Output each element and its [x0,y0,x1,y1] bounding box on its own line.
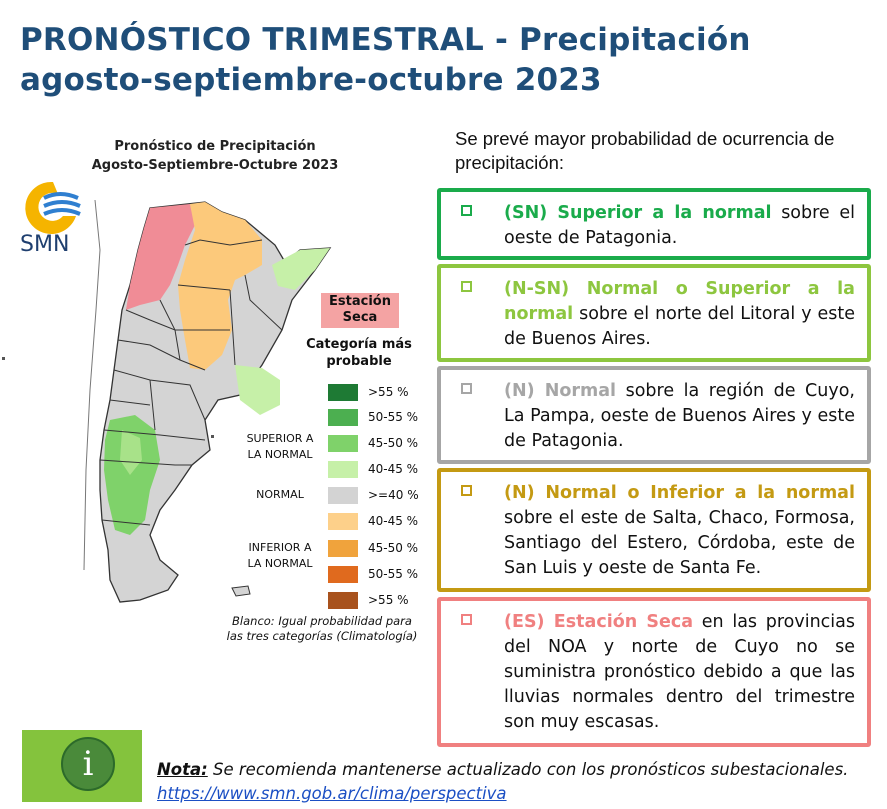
forecast-item-n [437,366,871,464]
map-title-line-2: Agosto-Septiembre-Octubre 2023 [91,158,339,173]
title-line-2: agosto-septiembre-octubre 2023 [20,62,602,98]
checkbox-icon [461,485,472,496]
legend-group-inferior-line-2: LA NORMAL [247,557,313,570]
forecast-item-text: sobre el este de Salta, Chaco, Formosa, Santiago del Estero, Córdoba, este de San Luis y oeste de Santa Fe. [504,508,855,578]
legend-title [298,336,420,370]
map-title [60,137,370,175]
climatology-note-line-2: las tres categorías (Climatología) [226,629,418,643]
legend-group-superior [240,431,320,463]
legend-group-superior-line-2: LA NORMAL [247,448,313,461]
map-title-line-1: Pronóstico de Precipitación [114,139,316,154]
legend-swatch [328,409,358,426]
legend-swatch [328,540,358,557]
checkbox-icon [461,383,472,394]
note-label: Nota: [157,760,208,779]
page-title [20,20,880,100]
perspectiva-link[interactable]: https://www.smn.gob.ar/clima/perspectiva [157,784,507,803]
legend-label: 40-45 % [368,514,419,528]
forecast-item-text: sobre el norte del Litoral y este de Buenos Aires. [504,304,855,349]
margin-mark [211,435,214,438]
forecast-item-sn [437,188,871,260]
margin-mark [2,357,5,360]
legend-label: 50-55 % [368,567,419,581]
legend-swatch [328,487,358,504]
legend-swatch [328,384,358,401]
forecast-item-n-in [437,468,871,592]
note-text [157,758,848,806]
forecast-item-label: (N) Normal [504,381,617,401]
legend-label: 45-50 % [368,541,419,555]
legend-swatch [328,461,358,478]
legend-label: 50-55 % [368,410,419,424]
legend-label: 40-45 % [368,462,419,476]
legend-label: >=40 % [368,488,419,502]
info-icon: i [61,737,115,791]
smn-logo-text: SMN [20,232,70,257]
forecast-item-text: sobre la región de Cuyo, La Pampa, oeste de Buenos Aires y este de Patagonia. [504,381,855,451]
climatology-note-line-1: Blanco: Igual probabilidad para [232,614,412,628]
climatology-note [212,614,432,644]
forecast-item-label: (SN) Superior a la normal [504,203,772,223]
forecast-item-n-sn [437,264,871,362]
legend-label: >55 % [368,385,409,399]
legend-label: >55 % [368,593,409,607]
legend-swatch [328,435,358,452]
forecast-item-text: sobre el oeste de Patagonia. [504,203,855,248]
forecast-item-es [437,597,871,747]
map-east-ba-region [235,365,280,415]
legend-swatch [328,566,358,583]
dry-season-badge [321,293,399,328]
checkbox-icon [461,281,472,292]
legend-group-superior-line-1: SUPERIOR A [246,432,314,445]
legend-group-inferior-line-1: INFERIOR A [248,541,312,554]
legend-swatch [328,513,358,530]
note-body: Se recomienda mantenerse actualizado con los pronósticos subestacionales. [207,760,849,779]
forecast-item-text: en las provincias del NOA y norte de Cuyo no se suministra pronóstico debido a que las lluvias normales dentro del trimestre son muy escasas. [504,612,856,732]
legend-title-line-1: Categoría más [306,337,412,352]
checkbox-icon [461,614,472,625]
forecast-item-label: (N-SN) Normal o Superior a la normal [504,279,855,324]
forecast-intro: Se prevé mayor probabilidad de ocurrencia de precipitación: [455,128,835,173]
title-line-1: PRONÓSTICO TRIMESTRAL - Precipitación [20,22,751,58]
legend-group-normal: NORMAL [256,488,304,501]
forecast-item-label: (ES) Estación Seca [504,612,694,632]
dry-season-badge-line-1: Estación [329,294,391,309]
checkbox-icon [461,205,472,216]
forecast-item-label: (N) Normal o Inferior a la normal [504,483,855,503]
legend-label: 45-50 % [368,436,419,450]
legend-title-line-2: probable [326,354,392,369]
legend-swatch [328,592,358,609]
legend-group-inferior [240,540,320,572]
dry-season-badge-line-2: Seca [342,310,378,325]
